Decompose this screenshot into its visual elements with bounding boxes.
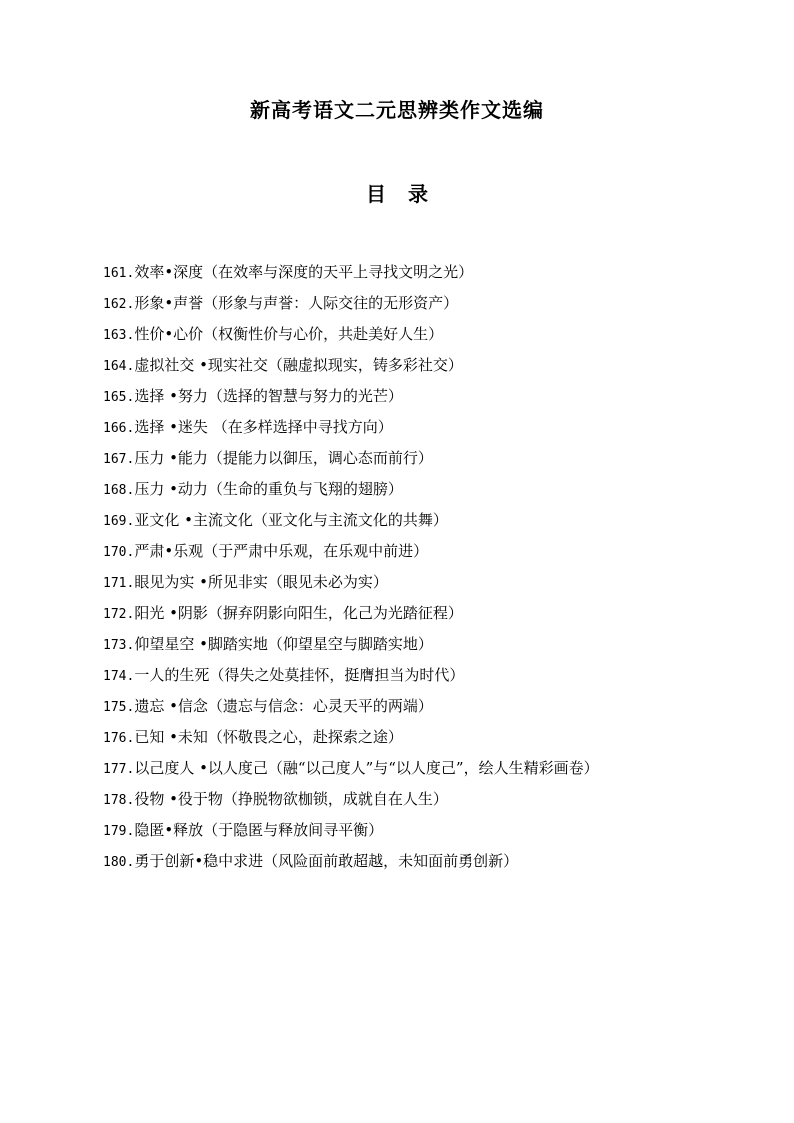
toc-item-text: 仰望星空 •脚踏实地（仰望星空与脚踏实地）: [134, 635, 433, 653]
toc-item-number: 164.: [103, 359, 135, 374]
toc-heading: [0, 180, 794, 208]
toc-item-number: 175.: [103, 700, 135, 715]
toc-item-number: 163.: [103, 328, 135, 343]
toc-item[interactable]: [103, 323, 743, 354]
toc-item[interactable]: [103, 385, 743, 416]
toc-item-number: 165.: [103, 390, 135, 405]
toc-item-number: 173.: [103, 638, 135, 653]
toc-item-text: 严肃•乐观（于严肃中乐观，在乐观中前进）: [134, 542, 429, 560]
toc-item-text: 压力 •动力（生命的重负与飞翔的翅膀）: [134, 480, 403, 498]
toc-heading-char-1: 目: [366, 182, 386, 206]
toc-item[interactable]: [103, 633, 743, 664]
toc-item[interactable]: [103, 354, 743, 385]
toc-item-text: 役物 •役于物（挣脱物欲枷锁，成就自在人生）: [134, 790, 448, 808]
toc-item-number: 176.: [103, 731, 135, 746]
toc-item-number: 174.: [103, 669, 135, 684]
toc-item-number: 168.: [103, 483, 135, 498]
toc-item-number: 171.: [103, 576, 135, 591]
toc-item-number: 161.: [103, 266, 135, 281]
toc-item-number: 177.: [103, 762, 135, 777]
toc-item-number: 167.: [103, 452, 135, 467]
toc-item[interactable]: [103, 695, 743, 726]
toc-item-number: 178.: [103, 793, 135, 808]
toc-item-text: 已知 •未知（怀敬畏之心，赴探索之途）: [134, 728, 403, 746]
document-title: 新高考语文二元思辨类作文选编: [250, 98, 544, 122]
toc-item-text: 压力 •能力（提能力以御压，调心态而前行）: [134, 449, 433, 467]
toc-item[interactable]: [103, 602, 743, 633]
toc-item-text: 形象•声誉（形象与声誉：人际交往的无形资产）: [134, 294, 459, 312]
toc-item-number: 172.: [103, 607, 135, 622]
toc-item-text: 选择 •迷失 （在多样选择中寻找方向）: [134, 418, 393, 436]
toc-item[interactable]: [103, 261, 743, 292]
toc-item-text: 一人的生死（得失之处莫挂怀，挺膺担当为时代）: [134, 666, 465, 684]
toc-item-text: 眼见为实 •所见非实（眼见未必为实）: [134, 573, 388, 591]
toc-item[interactable]: [103, 571, 743, 602]
toc-item-text: 性价•心价（权衡性价与心价，共赴美好人生）: [134, 325, 444, 343]
toc-item[interactable]: [103, 416, 743, 447]
toc-item-text: 选择 •努力（选择的智慧与努力的光芒）: [134, 387, 403, 405]
toc-item[interactable]: [103, 757, 743, 788]
toc-item-text: 勇于创新•稳中求进（风险面前敢超越，未知面前勇创新）: [134, 852, 519, 870]
toc-item[interactable]: [103, 850, 743, 881]
toc-list: [103, 261, 743, 881]
toc-item-number: 169.: [103, 514, 135, 529]
toc-item-text: 遗忘 •信念（遗忘与信念：心灵天平的两端）: [134, 697, 433, 715]
toc-item-number: 170.: [103, 545, 135, 560]
toc-item[interactable]: [103, 819, 743, 850]
toc-item-number: 162.: [103, 297, 135, 312]
toc-item[interactable]: [103, 509, 743, 540]
toc-item[interactable]: [103, 447, 743, 478]
toc-item-number: 179.: [103, 824, 135, 839]
toc-heading-char-2: 录: [408, 182, 428, 206]
toc-item[interactable]: [103, 292, 743, 323]
toc-item[interactable]: [103, 788, 743, 819]
toc-item-number: 180.: [103, 855, 135, 870]
toc-item-text: 效率•深度（在效率与深度的天平上寻找文明之光）: [134, 263, 474, 281]
toc-item-text: 亚文化 •主流文化（亚文化与主流文化的共舞）: [134, 511, 448, 529]
toc-item-number: 166.: [103, 421, 135, 436]
toc-item[interactable]: [103, 664, 743, 695]
toc-item-text: 隐匿•释放（于隐匿与释放间寻平衡）: [134, 821, 384, 839]
toc-item-text: 以己度人 •以人度己（融“以己度人”与“以人度己”，绘人生精彩画卷）: [134, 759, 599, 777]
toc-item[interactable]: [103, 478, 743, 509]
toc-item-text: 阳光 •阴影（摒弃阴影向阳生，化己为光踏征程）: [134, 604, 463, 622]
toc-item[interactable]: [103, 540, 743, 571]
toc-item-text: 虚拟社交 •现实社交（融虚拟现实，铸多彩社交）: [134, 356, 463, 374]
toc-item[interactable]: [103, 726, 743, 757]
